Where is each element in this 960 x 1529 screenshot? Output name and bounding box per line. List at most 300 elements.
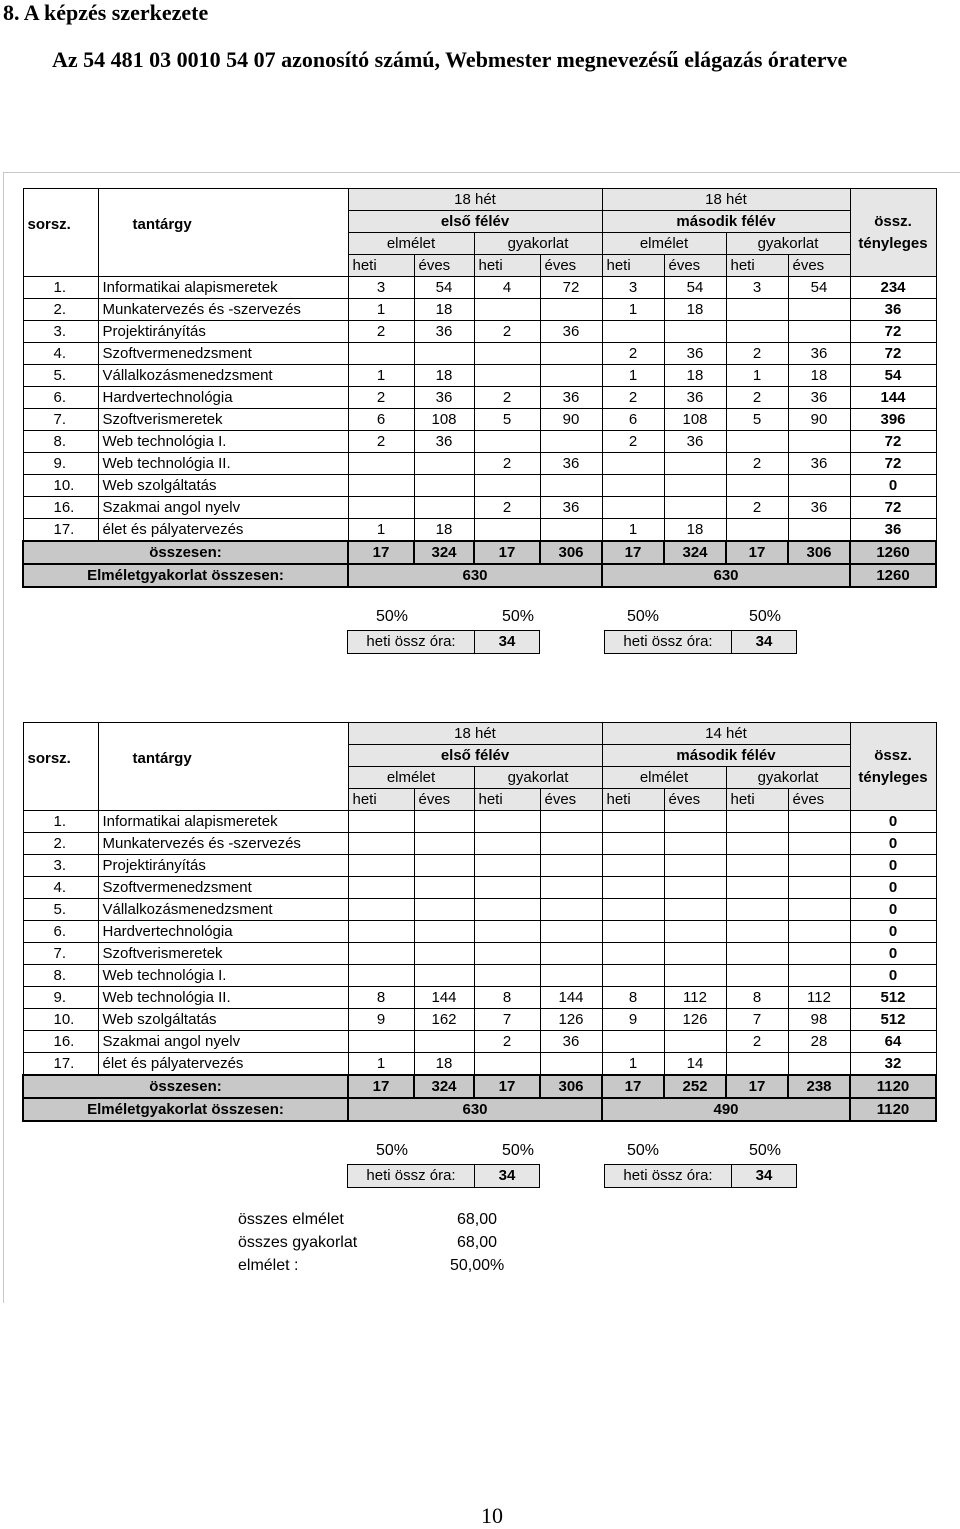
header-heti: heti	[602, 255, 664, 277]
header-tantargy: tantárgy	[98, 723, 348, 811]
hours-cell: 36	[788, 497, 850, 519]
subject-name: Szakmai angol nyelv	[98, 497, 348, 519]
row-total: 72	[850, 321, 936, 343]
theory-practice-first: 630	[348, 564, 602, 587]
sum-cell: 17	[474, 1075, 540, 1098]
hours-cell	[414, 343, 474, 365]
table-row	[23, 1031, 936, 1053]
hours-cell: 8	[726, 987, 788, 1009]
sum-cell: 324	[414, 1075, 474, 1098]
row-total: 512	[850, 1009, 936, 1031]
hours-cell: 18	[414, 1053, 474, 1076]
header-blank-bottom	[850, 255, 936, 277]
row-total: 72	[850, 343, 936, 365]
hours-cell: 5	[474, 409, 540, 431]
hours-cell	[664, 899, 726, 921]
hours-cell: 1	[348, 365, 414, 387]
sum-total: 1120	[850, 1075, 936, 1098]
hours-cell: 8	[474, 987, 540, 1009]
table-row	[23, 921, 936, 943]
hours-cell: 1	[602, 519, 664, 542]
hours-cell: 3	[348, 277, 414, 299]
subject-name: Munkatervezés és -szervezés	[98, 833, 348, 855]
hours-cell: 9	[602, 1009, 664, 1031]
hours-cell	[540, 943, 602, 965]
row-number: 6.	[23, 387, 98, 409]
table-row	[23, 877, 936, 899]
hours-cell	[348, 475, 414, 497]
hours-cell	[414, 943, 474, 965]
subject-name: Szoftvermenedzsment	[98, 343, 348, 365]
hours-cell	[474, 365, 540, 387]
hours-cell: 1	[348, 1053, 414, 1076]
sum-row	[23, 1075, 936, 1098]
header-eves: éves	[414, 789, 474, 811]
hours-cell	[540, 965, 602, 987]
header-weeks-second: 14 hét	[602, 723, 850, 745]
weekly-hours-value: 34	[498, 633, 516, 650]
hours-cell: 1	[602, 1053, 664, 1076]
table-row	[23, 343, 936, 365]
hours-cell: 14	[664, 1053, 726, 1076]
header-eves: éves	[788, 255, 850, 277]
hours-cell: 6	[348, 409, 414, 431]
table-row	[23, 965, 936, 987]
row-number: 3.	[23, 321, 98, 343]
subject-name: élet és pályatervezés	[98, 519, 348, 542]
hours-cell	[414, 965, 474, 987]
hours-cell	[348, 965, 414, 987]
hours-cell: 144	[540, 987, 602, 1009]
hours-cell	[726, 299, 788, 321]
row-total: 0	[850, 899, 936, 921]
header-weeks-first: 18 hét	[348, 723, 602, 745]
sum-label: összesen:	[23, 541, 348, 564]
sum-cell: 306	[540, 1075, 602, 1098]
hours-cell	[540, 519, 602, 542]
hours-cell	[664, 475, 726, 497]
hours-cell	[474, 965, 540, 987]
subject-name: Munkatervezés és -szervezés	[98, 299, 348, 321]
hours-cell	[474, 343, 540, 365]
header-blank-bottom	[850, 789, 936, 811]
subject-name: Vállalkozásmenedzsment	[98, 899, 348, 921]
hours-cell: 3	[726, 277, 788, 299]
row-total: 72	[850, 497, 936, 519]
header-eves: éves	[664, 255, 726, 277]
header-first-semester: első félév	[348, 745, 602, 767]
row-number: 3.	[23, 855, 98, 877]
table-row	[23, 453, 936, 475]
hours-cell	[664, 811, 726, 833]
hours-cell	[602, 921, 664, 943]
hours-cell: 162	[414, 1009, 474, 1031]
hours-cell	[540, 299, 602, 321]
theory-practice-row	[23, 1098, 936, 1121]
hours-cell	[726, 519, 788, 542]
hours-cell: 2	[348, 431, 414, 453]
hours-cell: 2	[348, 387, 414, 409]
hours-cell	[414, 833, 474, 855]
row-total: 0	[850, 833, 936, 855]
table-row	[23, 833, 936, 855]
hours-cell	[474, 833, 540, 855]
hours-cell	[602, 811, 664, 833]
row-number: 10.	[23, 475, 98, 497]
percentage-label: 50%	[376, 608, 409, 625]
row-number: 4.	[23, 343, 98, 365]
hours-cell	[414, 453, 474, 475]
row-number: 4.	[23, 877, 98, 899]
row-number: 16.	[23, 1031, 98, 1053]
table-row	[23, 811, 936, 833]
subject-name: Web technológia II.	[98, 987, 348, 1009]
hours-cell: 3	[602, 277, 664, 299]
page-number: 10	[481, 1503, 503, 1528]
hours-cell	[664, 877, 726, 899]
weekly-hours-value: 34	[755, 633, 773, 650]
total-theory-value: 68,00	[457, 1211, 498, 1228]
row-total: 72	[850, 431, 936, 453]
hours-cell: 98	[788, 1009, 850, 1031]
sum-cell: 238	[788, 1075, 850, 1098]
hours-cell	[726, 877, 788, 899]
table-row	[23, 943, 936, 965]
header-blank	[850, 723, 936, 745]
row-total: 0	[850, 475, 936, 497]
hours-cell	[414, 475, 474, 497]
subject-name: Szoftverismeretek	[98, 943, 348, 965]
hours-cell	[474, 519, 540, 542]
hours-cell: 2	[474, 1031, 540, 1053]
percentage-label: 50%	[502, 608, 535, 625]
hours-cell	[788, 431, 850, 453]
hours-cell	[664, 855, 726, 877]
hours-cell	[540, 475, 602, 497]
hours-cell	[348, 943, 414, 965]
hours-cell: 28	[788, 1031, 850, 1053]
hours-cell	[348, 453, 414, 475]
hours-cell: 36	[414, 431, 474, 453]
hours-cell	[788, 877, 850, 899]
hours-cell: 2	[726, 343, 788, 365]
weekly-hours-box	[347, 1164, 540, 1188]
hours-cell: 2	[726, 453, 788, 475]
sum-cell: 306	[540, 541, 602, 564]
hours-cell	[348, 899, 414, 921]
hours-cell: 2	[602, 387, 664, 409]
hours-cell: 90	[540, 409, 602, 431]
header-weeks-second: 18 hét	[602, 189, 850, 211]
sum-cell: 17	[602, 1075, 664, 1098]
hours-cell: 126	[540, 1009, 602, 1031]
percentage-label: 50%	[627, 1142, 660, 1159]
subject-name: Informatikai alapismeretek	[98, 811, 348, 833]
header-second-semester: második félév	[602, 745, 850, 767]
hours-cell: 2	[474, 497, 540, 519]
hours-cell	[788, 811, 850, 833]
header-tenyleges: tényleges	[850, 233, 936, 255]
row-number: 17.	[23, 1053, 98, 1076]
weekly-hours-box	[604, 1164, 797, 1188]
subject-name: Web technológia II.	[98, 453, 348, 475]
weekly-hours-box	[604, 630, 797, 654]
hours-cell	[474, 855, 540, 877]
hours-cell	[788, 855, 850, 877]
row-total: 396	[850, 409, 936, 431]
total-practice-label: összes gyakorlat	[238, 1234, 358, 1251]
sum-row	[23, 541, 936, 564]
hours-cell: 36	[540, 1031, 602, 1053]
theory-practice-label: Elméletgyakorlat összesen:	[23, 564, 348, 587]
hours-cell: 2	[348, 321, 414, 343]
hours-cell: 36	[788, 343, 850, 365]
table-row	[23, 1053, 936, 1076]
table-row	[23, 855, 936, 877]
percentage-label: 50%	[749, 1142, 782, 1159]
subject-name: Web technológia I.	[98, 431, 348, 453]
hours-cell: 126	[664, 1009, 726, 1031]
hours-cell	[474, 811, 540, 833]
hours-cell: 1	[602, 365, 664, 387]
hours-cell	[788, 321, 850, 343]
hours-cell	[726, 811, 788, 833]
hours-cell: 2	[474, 321, 540, 343]
sum-cell: 17	[348, 541, 414, 564]
hours-cell: 18	[664, 299, 726, 321]
hours-cell: 36	[540, 497, 602, 519]
hours-cell: 8	[602, 987, 664, 1009]
curriculum-table	[22, 722, 937, 1122]
header-ossz: össz.	[850, 211, 936, 233]
hours-cell	[788, 833, 850, 855]
hours-cell: 1	[602, 299, 664, 321]
hours-cell: 18	[414, 365, 474, 387]
row-number: 8.	[23, 431, 98, 453]
hours-cell	[726, 475, 788, 497]
hours-cell	[414, 899, 474, 921]
theory-practice-total: 1260	[850, 564, 936, 587]
row-number: 7.	[23, 409, 98, 431]
hours-cell	[540, 877, 602, 899]
hours-cell	[414, 1031, 474, 1053]
hours-cell	[664, 965, 726, 987]
hours-cell	[664, 943, 726, 965]
hours-cell	[664, 321, 726, 343]
row-total: 36	[850, 299, 936, 321]
hours-cell: 2	[602, 343, 664, 365]
hours-cell: 1	[348, 519, 414, 542]
hours-cell: 9	[348, 1009, 414, 1031]
subject-name: Hardvertechnológia	[98, 387, 348, 409]
hours-cell	[726, 943, 788, 965]
hours-cell: 108	[664, 409, 726, 431]
row-total: 0	[850, 877, 936, 899]
row-number: 1.	[23, 811, 98, 833]
row-total: 0	[850, 921, 936, 943]
hours-cell	[726, 431, 788, 453]
hours-cell	[414, 497, 474, 519]
header-heti: heti	[726, 255, 788, 277]
hours-cell	[602, 943, 664, 965]
hours-cell	[414, 855, 474, 877]
hours-cell	[602, 965, 664, 987]
row-total: 512	[850, 987, 936, 1009]
sum-cell: 252	[664, 1075, 726, 1098]
sum-cell: 17	[474, 541, 540, 564]
row-number: 17.	[23, 519, 98, 542]
hours-cell: 18	[414, 519, 474, 542]
hours-cell: 6	[602, 409, 664, 431]
hours-cell: 18	[664, 519, 726, 542]
table-row	[23, 431, 936, 453]
table-row	[23, 321, 936, 343]
hours-cell	[788, 899, 850, 921]
hours-cell	[414, 921, 474, 943]
page-subtitle: Az 54 481 03 0010 54 07 azonosító számú, Webmester megnevezésű elágazás óraterve	[52, 47, 848, 72]
hours-cell	[474, 475, 540, 497]
subject-name: Informatikai alapismeretek	[98, 277, 348, 299]
hours-cell	[788, 475, 850, 497]
header-second-semester: második félév	[602, 211, 850, 233]
row-number: 16.	[23, 497, 98, 519]
hours-cell: 7	[726, 1009, 788, 1031]
weekly-hours-label: heti össz óra:	[605, 1165, 732, 1187]
sum-cell: 17	[726, 1075, 788, 1098]
hours-cell: 18	[414, 299, 474, 321]
header-gyakorlat: gyakorlat	[726, 233, 850, 255]
hours-cell	[540, 899, 602, 921]
hours-cell	[474, 921, 540, 943]
weekly-hours-box	[347, 630, 540, 654]
row-total: 0	[850, 965, 936, 987]
hours-cell	[474, 899, 540, 921]
hours-cell	[474, 943, 540, 965]
subject-name: Vállalkozásmenedzsment	[98, 365, 348, 387]
hours-cell: 144	[414, 987, 474, 1009]
row-number: 5.	[23, 899, 98, 921]
hours-cell	[540, 921, 602, 943]
subject-name: élet és pályatervezés	[98, 1053, 348, 1076]
curriculum-table	[22, 188, 937, 588]
subject-name: Projektirányítás	[98, 855, 348, 877]
hours-cell	[602, 475, 664, 497]
row-total: 0	[850, 855, 936, 877]
hours-cell: 18	[664, 365, 726, 387]
hours-cell: 108	[414, 409, 474, 431]
hours-cell	[726, 855, 788, 877]
hours-cell	[474, 877, 540, 899]
row-total: 72	[850, 453, 936, 475]
table-row	[23, 519, 936, 542]
hours-cell	[788, 943, 850, 965]
hours-cell	[664, 453, 726, 475]
theory-practice-second: 630	[602, 564, 850, 587]
subject-name: Szoftvermenedzsment	[98, 877, 348, 899]
hours-cell	[664, 921, 726, 943]
row-total: 36	[850, 519, 936, 542]
total-practice-value: 68,00	[457, 1234, 498, 1251]
hours-cell: 2	[726, 387, 788, 409]
hours-cell: 54	[414, 277, 474, 299]
hours-cell: 18	[788, 365, 850, 387]
hours-cell: 4	[474, 277, 540, 299]
header-elmelet: elmélet	[602, 233, 726, 255]
hours-cell	[540, 1053, 602, 1076]
header-eves: éves	[540, 255, 602, 277]
hours-cell	[348, 1031, 414, 1053]
hours-cell: 36	[414, 321, 474, 343]
weekly-hours-value: 34	[755, 1167, 773, 1184]
header-first-semester: első félév	[348, 211, 602, 233]
theory-practice-total: 1120	[850, 1098, 936, 1121]
header-tenyleges: tényleges	[850, 767, 936, 789]
hours-cell	[474, 1053, 540, 1076]
subject-name: Web szolgáltatás	[98, 475, 348, 497]
header-eves: éves	[540, 789, 602, 811]
hours-cell: 36	[540, 321, 602, 343]
theory-ratio-label: elmélet :	[238, 1257, 299, 1274]
subject-name: Projektirányítás	[98, 321, 348, 343]
hours-cell: 2	[602, 431, 664, 453]
sum-total: 1260	[850, 541, 936, 564]
weekly-hours-label: heti össz óra:	[348, 1165, 475, 1187]
row-number: 6.	[23, 921, 98, 943]
table-row	[23, 899, 936, 921]
hours-cell: 54	[788, 277, 850, 299]
row-number: 9.	[23, 987, 98, 1009]
hours-cell	[348, 855, 414, 877]
sum-cell: 324	[414, 541, 474, 564]
header-eves: éves	[664, 789, 726, 811]
hours-cell: 36	[540, 387, 602, 409]
percentage-label: 50%	[627, 608, 660, 625]
hours-cell: 36	[664, 343, 726, 365]
hours-cell	[474, 299, 540, 321]
subject-name: Szakmai angol nyelv	[98, 1031, 348, 1053]
hours-cell	[348, 811, 414, 833]
hours-cell	[348, 921, 414, 943]
row-number: 2.	[23, 833, 98, 855]
sum-cell: 17	[602, 541, 664, 564]
sum-cell: 306	[788, 541, 850, 564]
hours-cell: 2	[474, 453, 540, 475]
hours-cell	[664, 833, 726, 855]
hours-cell	[540, 431, 602, 453]
total-theory-label: összes elmélet	[238, 1211, 344, 1228]
hours-cell	[414, 877, 474, 899]
hours-cell	[602, 1031, 664, 1053]
percentage-label: 50%	[502, 1142, 535, 1159]
hours-cell: 2	[474, 387, 540, 409]
hours-cell	[540, 365, 602, 387]
header-weeks-first: 18 hét	[348, 189, 602, 211]
hours-cell	[348, 343, 414, 365]
percentage-label: 50%	[749, 608, 782, 625]
header-gyakorlat: gyakorlat	[726, 767, 850, 789]
hours-cell: 1	[726, 365, 788, 387]
hours-cell: 54	[664, 277, 726, 299]
subject-name: Szoftverismeretek	[98, 409, 348, 431]
hours-cell	[726, 1053, 788, 1076]
row-number: 5.	[23, 365, 98, 387]
table-row	[23, 497, 936, 519]
hours-cell	[348, 497, 414, 519]
row-number: 8.	[23, 965, 98, 987]
theory-practice-second: 490	[602, 1098, 850, 1121]
hours-cell	[348, 877, 414, 899]
table-row	[23, 277, 936, 299]
